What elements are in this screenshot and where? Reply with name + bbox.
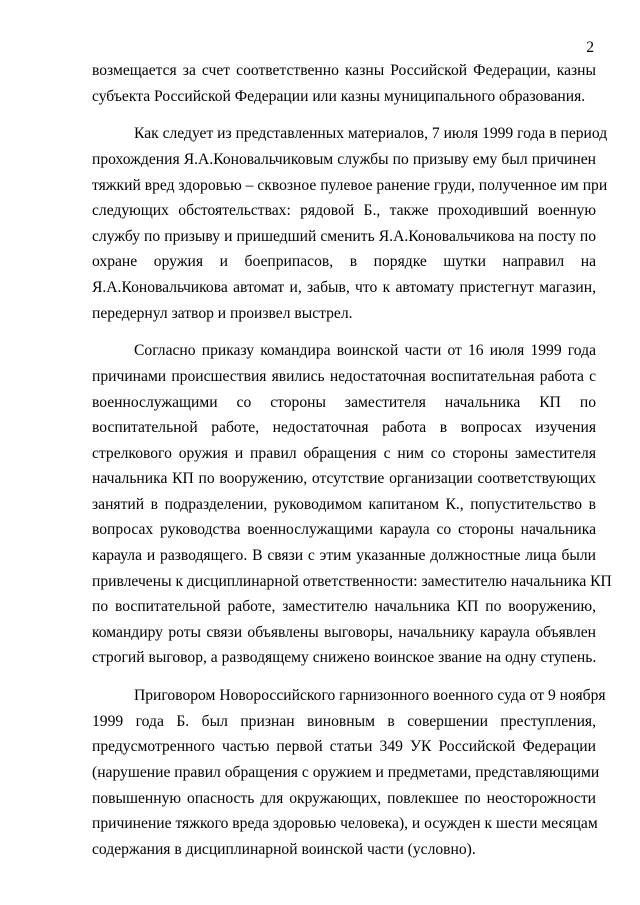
text-line: причинами происшествия явились недостаточная воспитательная работа с: [92, 367, 596, 385]
paragraph-verdict: [92, 683, 606, 862]
text-line: Согласно приказу командира воинской части от 16 июля 1999 года: [134, 342, 596, 360]
text-line: возмещается за счет соответственно казны Российской Федерации, казны: [92, 62, 596, 79]
text-line: воспитательной работе, недостаточная работа в вопросах изучения: [92, 419, 596, 437]
text-line: Приговором Новороссийского гарнизонного военного суда от 9 ноября: [134, 687, 606, 705]
text-line: занятий в подразделении, руководимом капитаном К., попустительство в: [92, 495, 596, 513]
text-line: тяжкий вред здоровью – сквозное пулевое ранение груди, полученное им при: [92, 176, 608, 194]
text-line: командиру роты связи объявлены выговоры, начальнику караула объявлен: [92, 623, 596, 641]
text-line: стрелкового оружия и правил обращения с ним со стороны заместителя: [92, 444, 596, 462]
paragraph-incident: [92, 121, 608, 326]
text-line: по воспитательной работе, заместителю начальника КП по вооружению,: [92, 598, 596, 616]
text-line: субъекта Российской Федерации или казны муниципального образования.: [92, 87, 586, 105]
text-line: повышенную опасность для окружающих, повлекшее по неосторожности: [92, 789, 596, 807]
text-line: 1999 года Б. был признан виновным в совершении преступления,: [92, 712, 596, 730]
text-line: привлечены к дисциплинарной ответственности: заместителю начальника КП: [92, 572, 612, 590]
text-line: строгий выговор, а разводящему снижено воинское звание на одну ступень.: [92, 649, 597, 667]
text-line: прохождения Я.А.Коновальчиковым службы по призыву ему был причинен: [92, 150, 596, 168]
paragraph-continuation: [92, 58, 596, 109]
text-line: караула и разводящего. В связи с этим указанные должностные лица были: [92, 547, 596, 565]
text-line: Я.А.Коновальчикова автомат и, забыв, что к автомату пристегнут магазин,: [92, 278, 596, 296]
text-line: начальника КП по вооружению, отсутствие организации соответствующих: [92, 470, 596, 488]
document-body: [92, 58, 612, 875]
text-line: (нарушение правил обращения с оружием и предметами, представляющими: [92, 764, 600, 781]
text-line: военнослужащими со стороны заместителя начальника КП по: [92, 393, 596, 411]
text-line: вопросах руководства военнослужащими караула со стороны начальника: [92, 521, 596, 539]
page-number: 2: [586, 39, 594, 56]
paragraph-order: [92, 338, 612, 671]
text-line: Как следует из представленных материалов, 7 июля 1999 года в период: [134, 125, 608, 143]
text-line: предусмотренного частью первой статьи 349 УК Российской Федерации: [92, 738, 596, 756]
text-line: содержания в дисциплинарной воинской части (условно).: [92, 840, 476, 858]
text-line: службу по призыву и пришедший сменить Я.А.Коновальчикова на посту по: [92, 227, 596, 245]
text-line: следующих обстоятельствах: рядовой Б., также проходивший военную: [92, 202, 596, 220]
text-line: охране оружия и боеприпасов, в порядке шутки направил на: [92, 253, 596, 271]
text-line: причинение тяжкого вреда здоровью человека), и осужден к шести месяцам: [92, 815, 598, 833]
text-line: передернул затвор и произвел выстрел.: [92, 304, 353, 322]
